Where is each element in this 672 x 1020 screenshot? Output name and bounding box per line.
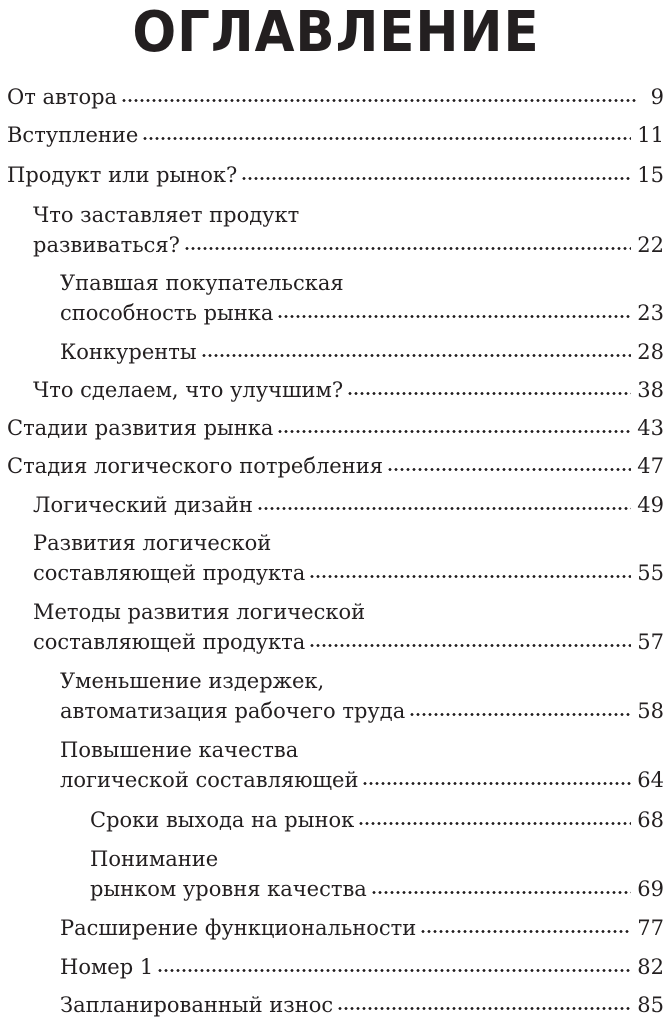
toc-page-number: 47 [637, 454, 664, 478]
dot-leader [201, 338, 632, 359]
toc-entry-title: логической составляющей [60, 768, 359, 792]
dot-leader [409, 697, 631, 718]
toc-entry-title: Конкуренты [60, 340, 197, 364]
toc-entry-title-line: Уменьшение издержек, [60, 669, 325, 693]
toc-entry-line [60, 298, 664, 328]
toc-page-number: 9 [650, 85, 664, 109]
toc-entry-title-line: Повышение качества [60, 738, 299, 762]
toc-entry[interactable] [0, 805, 672, 835]
toc-entry-title: Логический дизайн [33, 493, 253, 517]
toc-page-number: 43 [637, 416, 664, 440]
dot-leader [277, 299, 631, 320]
dot-leader [337, 991, 631, 1012]
toc-page-number: 68 [637, 808, 664, 832]
toc-page-number: 64 [637, 768, 664, 792]
toc-entry-title: составляющей продукта [33, 561, 306, 585]
toc-entry[interactable] [0, 337, 672, 367]
toc-page-number: 49 [637, 493, 664, 517]
toc-entry-line [7, 413, 664, 443]
toc-entry-line [33, 375, 664, 405]
toc-entry-line [33, 627, 664, 657]
toc-entry-line [60, 696, 664, 726]
dot-leader [309, 559, 631, 580]
toc-entry-title: составляющей продукта [33, 630, 306, 654]
toc-entry-line [60, 913, 664, 943]
dot-leader [420, 914, 631, 935]
toc-page-number: 77 [637, 916, 664, 940]
toc-page-number: 28 [637, 340, 664, 364]
toc-entry[interactable] [0, 597, 672, 657]
toc-page-number: 82 [637, 955, 664, 979]
toc-entry[interactable] [0, 451, 672, 481]
toc-entry-title: автоматизация рабочего труда [60, 699, 406, 723]
toc-entry[interactable] [0, 528, 672, 588]
toc-entry-title: Вступление [7, 123, 139, 147]
toc-page-number: 23 [637, 301, 664, 325]
dot-leader [142, 121, 631, 142]
toc-page-number: 55 [637, 561, 664, 585]
toc-entry-title: Продукт или рынок? [7, 163, 238, 187]
toc-entry-line [7, 451, 664, 481]
toc-entry-title-line: Развития логической [33, 531, 272, 555]
toc-entry[interactable] [0, 735, 672, 795]
toc-entry-line [33, 230, 664, 260]
dot-leader [277, 414, 631, 435]
toc-entry-line [60, 952, 664, 982]
toc-entry-title: Сроки выхода на рынок [90, 808, 355, 832]
toc-page-number: 11 [637, 123, 664, 147]
toc-entry[interactable] [0, 490, 672, 520]
toc-entry[interactable] [0, 913, 672, 943]
dot-leader [387, 452, 631, 473]
toc-entry-title: От автора [7, 85, 118, 109]
toc-entry[interactable] [0, 120, 672, 150]
toc-entry-title-line: Понимание [90, 847, 219, 871]
toc-entry-title-line: Методы развития логической [33, 600, 366, 624]
toc-entry-title: рынком уровня качества [90, 877, 367, 901]
dot-leader [121, 83, 636, 104]
dot-leader [371, 875, 631, 896]
page-title: ОГЛАВЛЕНИЕ [132, 0, 540, 65]
toc-entry-title: Запланированный износ [60, 993, 334, 1017]
toc-entry-title: Стадия логического потребления [7, 454, 383, 478]
toc-entry-title-line: Что заставляет продукт [33, 203, 300, 227]
toc-entry-title: развиваться? [33, 233, 180, 257]
toc-entry[interactable] [0, 413, 672, 443]
toc-entry-line [33, 490, 664, 520]
toc-entry[interactable] [0, 200, 672, 260]
toc-entry-line [90, 874, 664, 904]
dot-leader [309, 628, 631, 649]
toc-entry[interactable] [0, 666, 672, 726]
toc-entry-title: Стадии развития рынка [7, 416, 274, 440]
toc-entry-line [7, 160, 664, 190]
toc-entry-title: Номер 1 [60, 955, 154, 979]
toc-page-number: 69 [637, 877, 664, 901]
toc-entry-title: Расширение функциональности [60, 916, 417, 940]
toc-entry-line [60, 337, 664, 367]
dot-leader [241, 161, 631, 182]
toc-page-number: 22 [637, 233, 664, 257]
toc-page-number: 58 [637, 699, 664, 723]
dot-leader [157, 953, 631, 974]
toc-entry[interactable] [0, 268, 672, 328]
dot-leader [362, 766, 631, 787]
toc-page-number: 38 [637, 378, 664, 402]
toc-entry[interactable] [0, 375, 672, 405]
toc-page-number: 57 [637, 630, 664, 654]
toc-page-number: 15 [637, 163, 664, 187]
toc-entry-line [90, 805, 664, 835]
toc-entry-line [60, 765, 664, 795]
toc-entry[interactable] [0, 952, 672, 982]
dot-leader [358, 806, 631, 827]
toc-entry[interactable] [0, 160, 672, 190]
dot-leader [257, 491, 631, 512]
toc-entry-line [7, 120, 664, 150]
toc-page-number: 85 [637, 993, 664, 1017]
toc-entry-line [33, 558, 664, 588]
toc-entry[interactable] [0, 844, 672, 904]
toc-entry-title: Что сделаем, что улучшим? [33, 378, 344, 402]
toc-entry-title-line: Упавшая покупательская [60, 271, 344, 295]
dot-leader [184, 231, 631, 252]
dot-leader [347, 376, 631, 397]
toc-entry-line [7, 82, 664, 112]
toc-entry[interactable] [0, 82, 672, 112]
toc-entry-title: способность рынка [60, 301, 274, 325]
